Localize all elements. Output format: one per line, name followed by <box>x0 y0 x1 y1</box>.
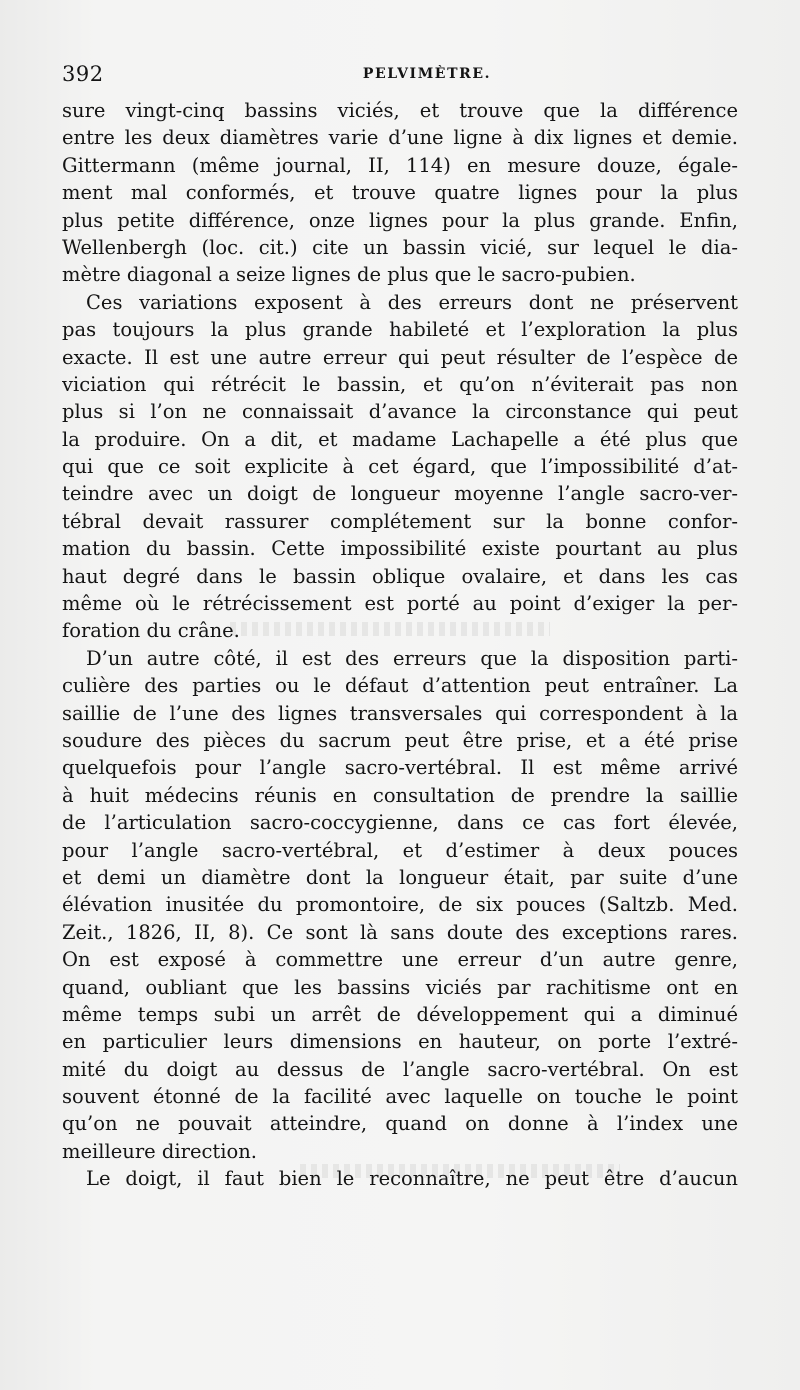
text-line: même temps subi un arrêt de développement qui a diminué <box>62 1002 738 1026</box>
text-line: élévation inusitée du promontoire, de six pouces (Saltzb. Med. <box>62 893 738 917</box>
paragraph <box>62 645 738 1165</box>
text-line: de l’articulation sacro-coccygienne, dans ce cas fort élevée, <box>62 811 738 835</box>
text-line: On est exposé à commettre une erreur d’un autre genre, <box>62 948 738 972</box>
text-line: soudure des pièces du sacrum peut être prise, et a été prise <box>62 728 738 752</box>
paragraph <box>62 97 738 289</box>
text-line: Ces variations exposent à des erreurs dont ne préservent <box>86 290 738 314</box>
text-line: souvent étonné de la facilité avec laquelle on touche le point <box>62 1085 738 1109</box>
text-line: tébral devait rassurer complétement sur la bonne confor- <box>62 509 738 533</box>
text-line: pour l’angle sacro-vertébral, et d’estimer à deux pouces <box>62 838 738 862</box>
text-line: ment mal conformés, et trouve quatre lignes pour la plus <box>62 181 738 205</box>
text-line: même où le rétrécissement est porté au point d’exiger la per- <box>62 592 738 616</box>
text-line: qui que ce soit explicite à cet égard, que l’impossibilité d’at- <box>62 455 738 479</box>
text-line: exacte. Il est une autre erreur qui peut résulter de l’espèce de <box>62 345 738 369</box>
text-line: mité du doigt au dessus de l’angle sacro-vertébral. On est <box>62 1057 738 1081</box>
text-line: foration du crâne. <box>62 619 240 643</box>
text-line: et demi un diamètre dont la longueur était, par suite d’une <box>62 865 738 889</box>
text-line: plus petite différence, onze lignes pour la plus grande. Enfin, <box>62 208 738 232</box>
text-line: quelquefois pour l’angle sacro-vertébral. Il est même arrivé <box>62 756 738 780</box>
text-line: Wellenbergh (loc. cit.) cite un bassin vicié, sur lequel le dia- <box>62 235 738 259</box>
text-line: à huit médecins réunis en consultation de prendre la saillie <box>62 783 738 807</box>
text-line: Le doigt, il faut bien le reconnaître, ne peut être d’aucun <box>86 1167 738 1191</box>
text-line: D’un autre côté, il est des erreurs que la disposition parti- <box>86 646 738 670</box>
text-line: plus si l’on ne connaissait d’avance la circonstance qui peut <box>62 400 738 424</box>
text-line: la produire. On a dit, et madame Lachapelle a été plus que <box>62 427 738 451</box>
paragraph <box>62 1165 738 1192</box>
text-line: qu’on ne pouvait atteindre, quand on donne à l’index une <box>62 1112 738 1136</box>
running-head: PELVIMÈTRE. <box>362 66 492 82</box>
text-line: haut degré dans le bassin oblique ovalaire, et dans les cas <box>62 564 738 588</box>
text-line: saillie de l’une des lignes transversales qui correspondent à la <box>62 701 738 725</box>
text-line: mètre diagonal a seize lignes de plus que le sacro-pubien. <box>62 263 636 287</box>
text-line: entre les deux diamètres varie d’une ligne à dix lignes et demie. <box>62 126 738 150</box>
text-line: sure vingt-cinq bassins viciés, et trouve que la différence <box>62 99 738 122</box>
text-line: quand, oubliant que les bassins viciés par rachitisme ont en <box>62 975 738 999</box>
text-line: viciation qui rétrécit le bassin, et qu’on n’éviterait pas non <box>62 372 738 396</box>
text-line: teindre avec un doigt de longueur moyenne l’angle sacro-ver- <box>62 482 738 506</box>
text-line: pas toujours la plus grande habileté et l’exploration la plus <box>62 318 738 342</box>
text-line: culière des parties ou le défaut d’attention peut entraîner. La <box>62 674 738 698</box>
text-line: en particulier leurs dimensions en hauteur, on porte l’extré- <box>62 1030 738 1054</box>
text-line: mation du bassin. Cette impossibilité existe pourtant au plus <box>62 537 738 561</box>
paragraph <box>62 289 738 645</box>
text-line: meilleure direction. <box>62 1139 257 1163</box>
text-line: Gittermann (même journal, II, 114) en mesure douze, égale- <box>62 153 738 177</box>
page-number: 392 <box>62 62 104 86</box>
body-text <box>62 97 738 1193</box>
text-line: Zeit., 1826, II, 8). Ce sont là sans doute des exceptions rares. <box>62 920 738 944</box>
page-header <box>62 62 738 92</box>
